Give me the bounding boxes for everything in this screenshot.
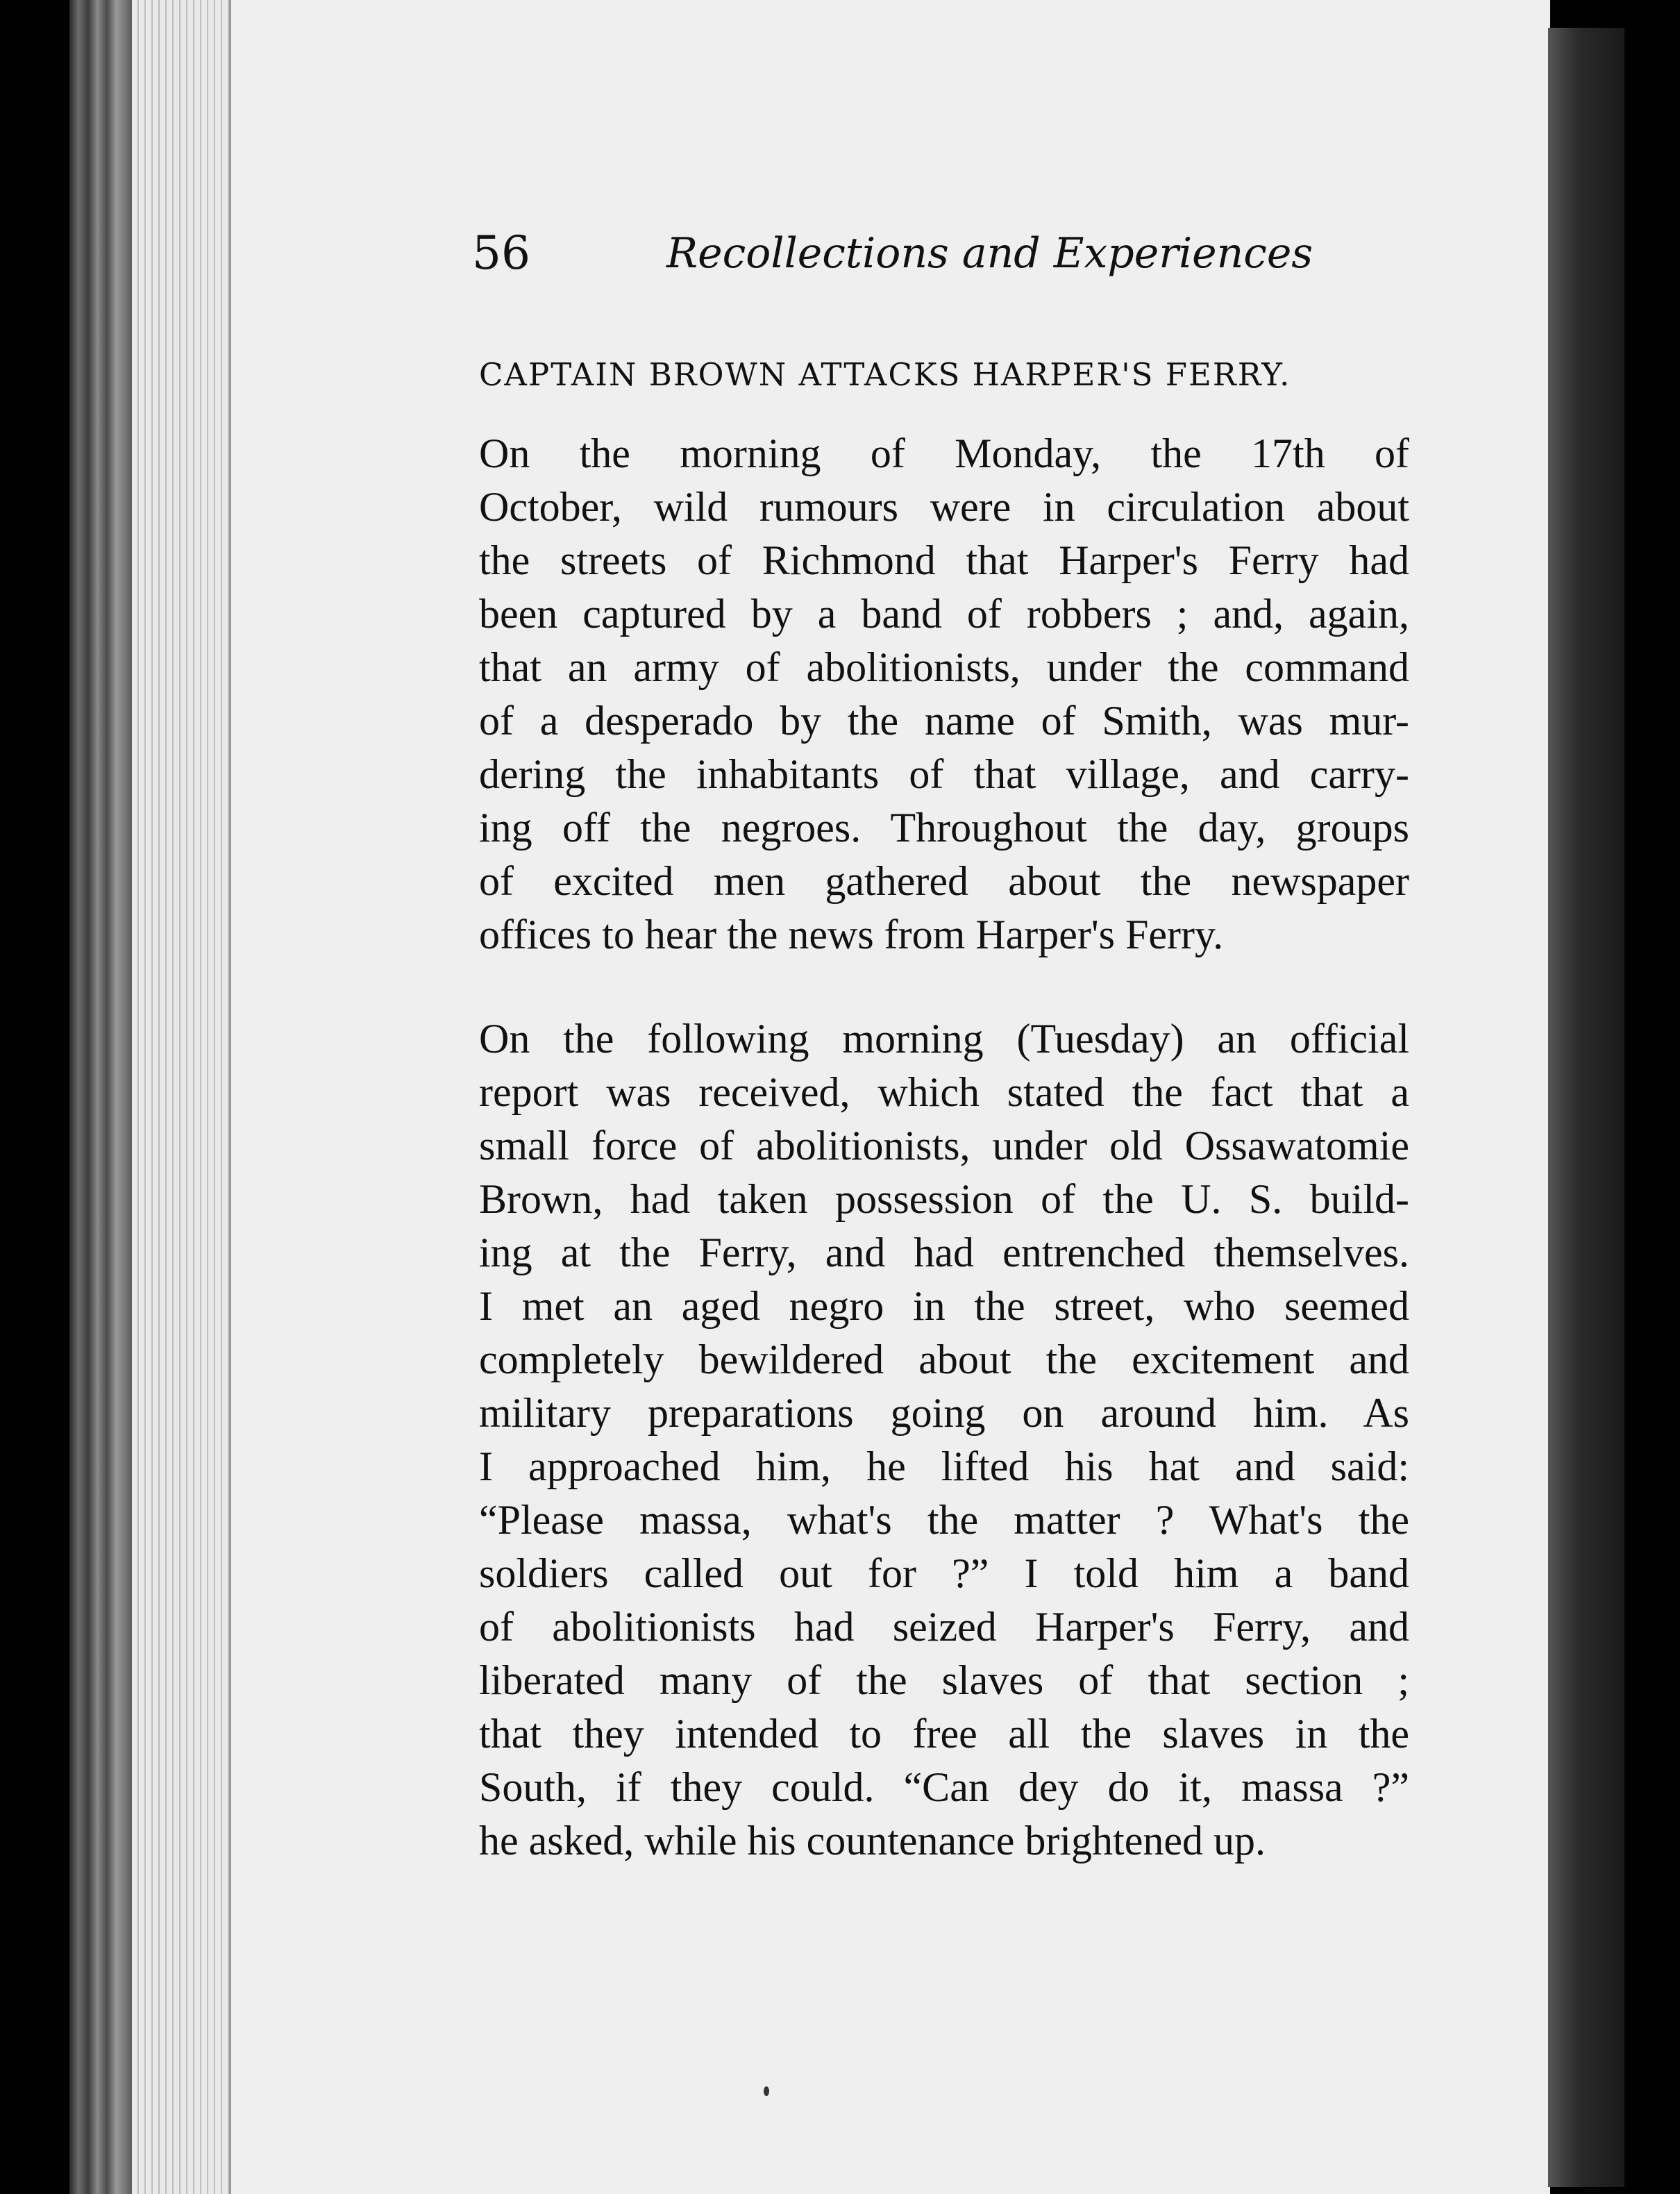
text-line: On the morning of Monday, the 17th of <box>479 430 1409 476</box>
text-line: been captured by a band of robbers ; and, again, <box>479 591 1409 637</box>
right-border <box>1624 0 1680 2194</box>
book-title: Recollections and Experiences <box>666 229 1313 278</box>
text-line: that an army of abolitionists, under the command <box>479 644 1409 690</box>
text-line: military preparations going on around him. As <box>479 1390 1409 1436</box>
text-line: that they intended to free all the slaves in the <box>479 1711 1409 1757</box>
page-number: 56 <box>472 226 530 280</box>
text-line: ing off the negroes. Throughout the day, groups <box>479 805 1409 851</box>
text-line: October, wild rumours were in circulation about <box>479 484 1409 530</box>
text-line: report was received, which stated the fact that a <box>479 1069 1409 1115</box>
text-line: Brown, had taken possession of the U. S. build- <box>479 1176 1409 1222</box>
text-line: of a desperado by the name of Smith, was mur- <box>479 698 1409 744</box>
right-gutter-shadow <box>1548 28 1624 2187</box>
ink-speck <box>764 2086 769 2096</box>
text-line: small force of abolitionists, under old Ossawatomie <box>479 1123 1409 1169</box>
text-line: South, if they could. “Can dey do it, massa ?” <box>479 1764 1409 1810</box>
section-heading: CAPTAIN BROWN ATTACKS HARPER'S FERRY. <box>479 356 1291 393</box>
text-line: On the following morning (Tuesday) an official <box>479 1016 1409 1062</box>
text-line: he asked, while his countenance brightened up. <box>479 1818 1266 1864</box>
running-head <box>472 226 1313 281</box>
text-line: the streets of Richmond that Harper's Ferry had <box>479 537 1409 583</box>
text-line: “Please massa, what's the matter ? What's the <box>479 1497 1409 1543</box>
paragraph-2 <box>479 1012 1409 1868</box>
text-line: of excited men gathered about the newspaper <box>479 858 1409 904</box>
text-line: of abolitionists had seized Harper's Ferry, and <box>479 1604 1409 1650</box>
paragraph-1 <box>479 427 1409 962</box>
text-line: liberated many of the slaves of that section ; <box>479 1657 1409 1703</box>
book-spine <box>69 0 132 2194</box>
text-line: dering the inhabitants of that village, and carry- <box>479 751 1409 797</box>
text-line: ing at the Ferry, and had entrenched themselves. <box>479 1230 1409 1275</box>
text-line: offices to hear the news from Harper's Ferry. <box>479 912 1224 957</box>
text-line: I approached him, he lifted his hat and said: <box>479 1443 1409 1489</box>
text-line: I met an aged negro in the street, who seemed <box>479 1283 1409 1329</box>
text-line: soldiers called out for ?” I told him a band <box>479 1550 1409 1596</box>
text-line: completely bewildered about the excitement and <box>479 1337 1409 1382</box>
page-edges <box>132 0 229 2194</box>
